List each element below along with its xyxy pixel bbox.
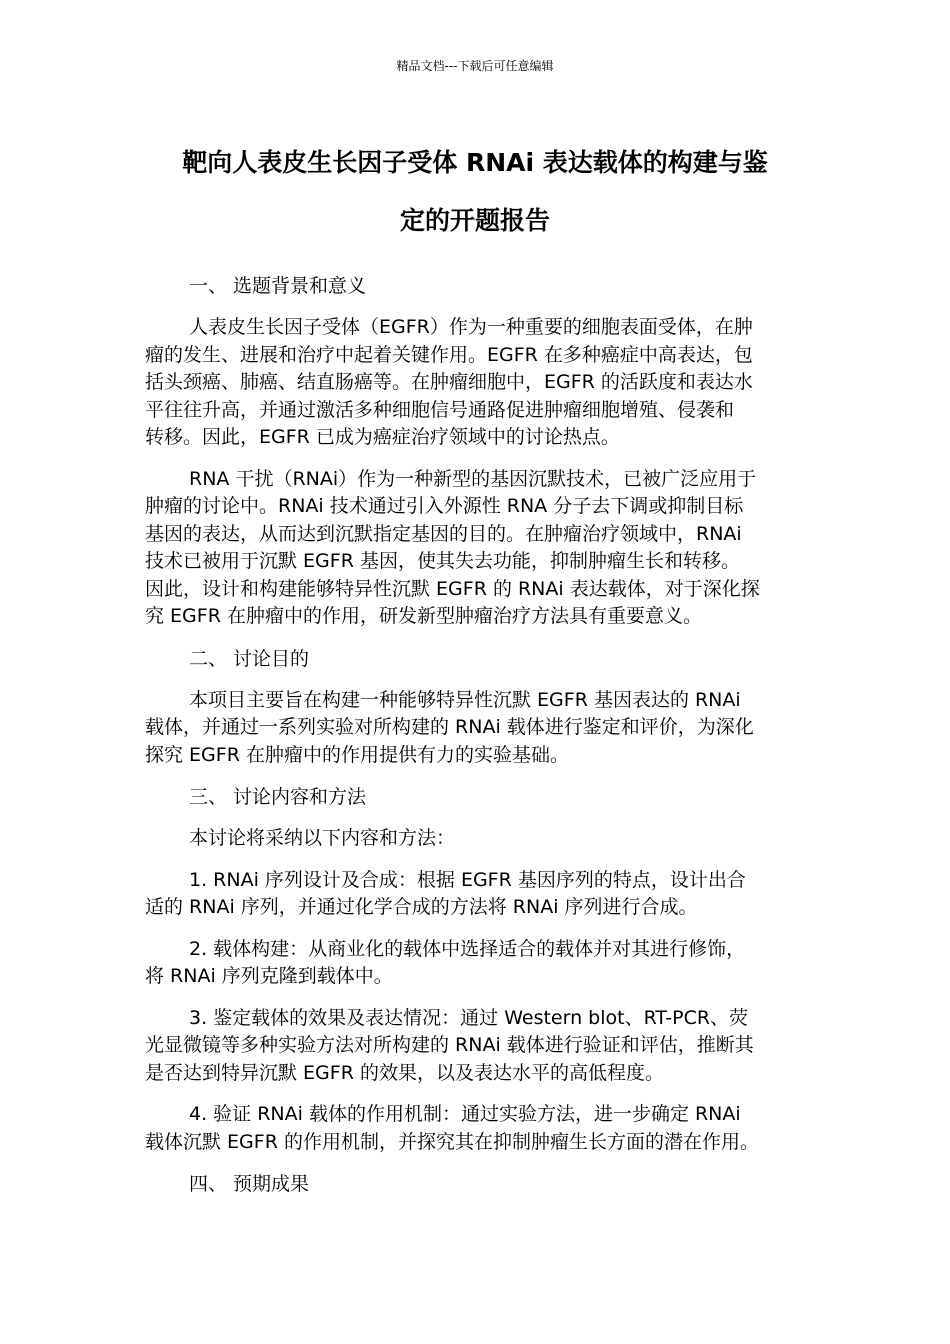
- list-item-method-2: [145, 936, 807, 991]
- text-line: 光显微镜等多种实验方法对所构建的 RNAi 载体进行验证和评估，推断其: [145, 1034, 754, 1056]
- paragraph-egfr-background: [145, 314, 807, 452]
- header-note: 精品文档---下载后可任意编辑: [396, 59, 554, 73]
- list-item-method-4: [145, 1101, 807, 1156]
- paragraph-rnai-background: [145, 466, 807, 631]
- list-item-method-1: [145, 867, 807, 922]
- text-line: 平往往升高，并通过激活多种细胞信号通路促进肿瘤细胞增殖、侵袭和: [145, 398, 735, 421]
- text-line: 转移。因此，EGFR 已成为癌症治疗领域中的讨论热点。: [145, 426, 620, 448]
- document-body: [145, 272, 807, 1212]
- text-line: 人表皮生长因子受体（EGFR）作为一种重要的细胞表面受体，在肿: [189, 316, 753, 338]
- text-line: 2. 载体构建：从商业化的载体中选择适合的载体并对其进行修饰，: [189, 937, 746, 960]
- text-line: 瘤的发生、进展和治疗中起着关键作用。EGFR 在多种癌症中高表达，包: [145, 343, 753, 366]
- title-line: 定的开题报告: [399, 206, 550, 235]
- text-line: 本项目主要旨在构建一种能够特异性沉默 EGFR 基因表达的 RNAi: [189, 688, 741, 711]
- text-line: 适的 RNAi 序列，并通过化学合成的方法将 RNAi 序列进行合成。: [145, 896, 698, 918]
- section-heading-methods: 三、 讨论内容和方法: [189, 786, 367, 808]
- text-line: 载体沉默 EGFR 的作用机制，并探究其在抑制肿瘤生长方面的潜在作用。: [145, 1130, 759, 1153]
- section-heading-purpose: 二、 讨论目的: [189, 647, 310, 670]
- paragraph-purpose: [145, 687, 807, 770]
- text-line: 因此，设计和构建能够特异性沉默 EGFR 的 RNAi 表达载体，对于深化探: [145, 577, 760, 600]
- text-line: 1. RNAi 序列设计及合成：根据 EGFR 基因序列的特点，设计出合: [189, 868, 746, 891]
- text-line: RNA 干扰（RNAi）作为一种新型的基因沉默技术，已被广泛应用于: [189, 467, 757, 490]
- title-line: 靶向人表皮生长因子受体 RNAi 表达载体的构建与鉴: [182, 148, 768, 177]
- text-line: 基因的表达，从而达到沉默指定基因的目的。在肿瘤治疗领域中，RNAi: [145, 522, 742, 545]
- list-item-method-3: [145, 1005, 807, 1088]
- document-title: [145, 134, 805, 250]
- text-line: 肿瘤的讨论中。RNAi 技术通过引入外源性 RNA 分子去下调或抑制目标: [145, 495, 744, 517]
- text-line: 究 EGFR 在肿瘤中的作用，研发新型肿瘤治疗方法具有重要意义。: [145, 605, 702, 627]
- section-heading-expected-results: 四、 预期成果: [189, 1173, 310, 1195]
- text-line: 载体，并通过一系列实验对所构建的 RNAi 载体进行鉴定和评价，为深化: [145, 716, 754, 738]
- text-line: 3. 鉴定载体的效果及表达情况：通过 Western blot、RT-PCR、荧: [189, 1006, 749, 1029]
- text-line: 本讨论将采纳以下内容和方法：: [189, 827, 456, 849]
- text-line: 探究 EGFR 在肿瘤中的作用提供有力的实验基础。: [145, 743, 569, 766]
- paragraph-methods-intro: [145, 825, 807, 853]
- section-heading-background: 一、 选题背景和意义: [189, 275, 367, 297]
- text-line: 是否达到特异沉默 EGFR 的效果，以及表达水平的高低程度。: [145, 1061, 664, 1084]
- text-line: 4. 验证 RNAi 载体的作用机制：通过实验方法，进一步确定 RNAi: [189, 1103, 741, 1125]
- text-line: 将 RNAi 序列克隆到载体中。: [145, 965, 393, 987]
- text-line: 技术已被用于沉默 EGFR 基因，使其失去功能，抑制肿瘤生长和转移。: [145, 550, 740, 572]
- text-line: 括头颈癌、肺癌、结直肠癌等。在肿瘤细胞中，EGFR 的活跃度和表达水: [145, 371, 753, 393]
